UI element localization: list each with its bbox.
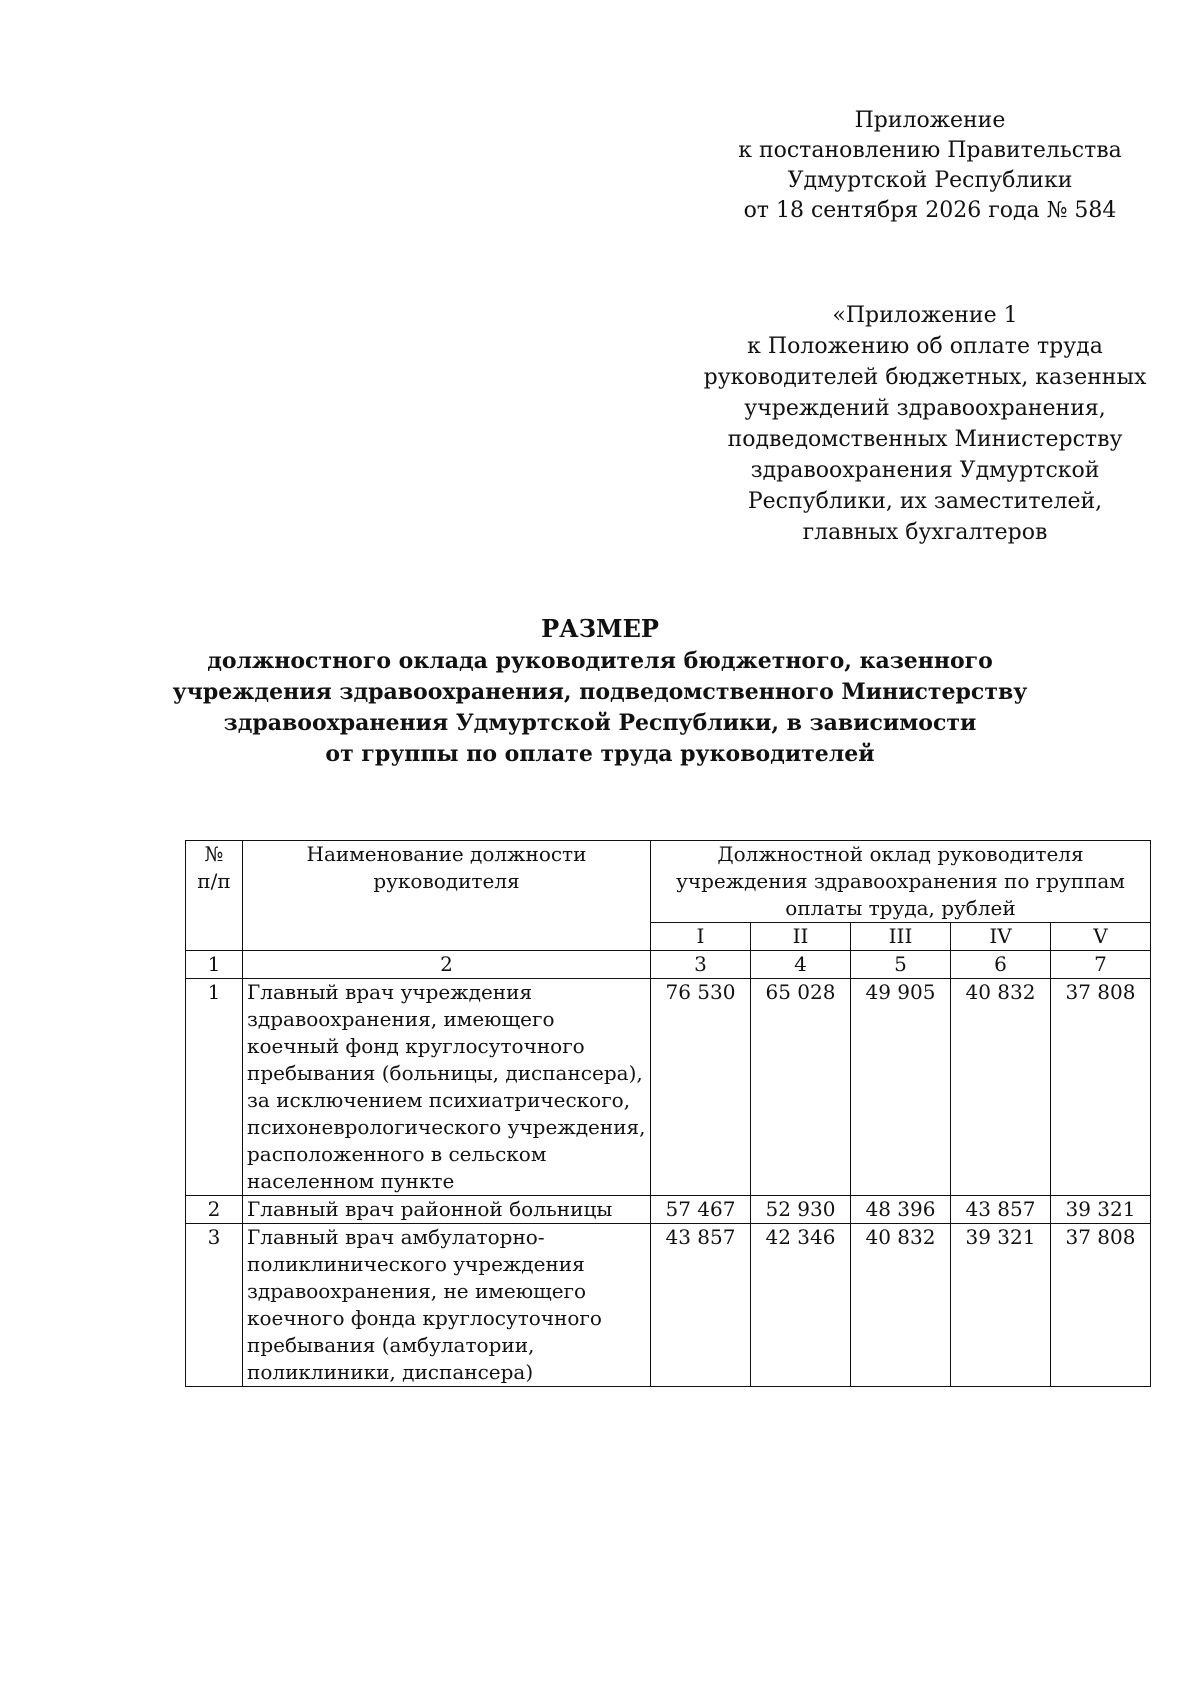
salary-value: 57 467 <box>651 1196 751 1224</box>
column-number: 5 <box>851 951 951 979</box>
header-group-5: V <box>1051 923 1151 951</box>
position-name: Главный врач учреждения здравоохранения, имеющего коечный фонд круглосуточного пребывания (больницы, диспансера), за исключением психиатрического, психоневрологического учреждения, расположенного в сельском населенном пункте <box>243 979 651 1196</box>
title-line: здравоохранения Удмуртской Республики, в зависимости <box>223 710 977 736</box>
salary-value: 37 808 <box>1051 1224 1151 1387</box>
salary-value: 49 905 <box>851 979 951 1196</box>
annex-sub-line: к Положению об оплате труда <box>747 334 1103 359</box>
column-number-row <box>186 951 1151 979</box>
column-number: 1 <box>186 951 243 979</box>
title-heading: РАЗМЕР <box>541 614 659 643</box>
salary-value: 76 530 <box>651 979 751 1196</box>
salary-value: 48 396 <box>851 1196 951 1224</box>
header-group-4: IV <box>951 923 1051 951</box>
header-salary-groups: Должностной оклад руководителя учреждения здравоохранения по группам оплаты труда, рублей <box>651 841 1151 923</box>
title-line: должностного оклада руководителя бюджетного, казенного <box>207 648 993 674</box>
annex-sub-line: Республики, их заместителей, <box>747 489 1103 514</box>
annex-main-block <box>700 106 1160 226</box>
header-group-1: I <box>651 923 751 951</box>
annex-sub-line: учреждений здравоохранения, <box>744 396 1106 421</box>
annex-sub-block <box>690 300 1160 548</box>
column-number: 2 <box>243 951 651 979</box>
annex-main-line: от 18 сентября 2026 года № 584 <box>743 198 1117 223</box>
salary-value: 37 808 <box>1051 979 1151 1196</box>
row-number: 1 <box>186 979 243 1196</box>
salary-value: 43 857 <box>651 1224 751 1387</box>
header-position-name: Наименование должности руководителя <box>243 841 651 951</box>
salary-value: 52 930 <box>751 1196 851 1224</box>
position-name: Главный врач амбулаторно-поликлинического учреждения здравоохранения, не имеющего коечного фонда круглосуточного пребывания (амбулатории, поликлиники, диспансера) <box>243 1224 651 1387</box>
annex-sub-line: «Приложение 1 <box>832 303 1018 328</box>
table-header-row <box>186 841 1151 923</box>
salary-value: 39 321 <box>1051 1196 1151 1224</box>
annex-sub-line: подведомственных Министерству <box>727 427 1123 452</box>
salary-value: 43 857 <box>951 1196 1051 1224</box>
annex-main-line: к постановлению Правительства <box>738 138 1122 163</box>
annex-sub-line: главных бухгалтеров <box>802 520 1048 545</box>
row-number: 3 <box>186 1224 243 1387</box>
document-title <box>160 612 1040 770</box>
title-line: учреждения здравоохранения, подведомственного Министерству <box>172 679 1028 705</box>
column-number: 4 <box>751 951 851 979</box>
salary-value: 40 832 <box>851 1224 951 1387</box>
annex-sub-line: руководителей бюджетных, казенных <box>703 365 1147 390</box>
column-number: 6 <box>951 951 1051 979</box>
salary-table <box>185 840 1151 1387</box>
annex-main-line: Удмуртской Республики <box>787 168 1073 193</box>
title-line: от группы по оплате труда руководителей <box>325 741 875 767</box>
salary-value: 42 346 <box>751 1224 851 1387</box>
annex-main-line: Приложение <box>854 108 1006 133</box>
salary-value: 65 028 <box>751 979 851 1196</box>
table-row <box>186 1196 1151 1224</box>
column-number: 7 <box>1051 951 1151 979</box>
salary-value: 39 321 <box>951 1224 1051 1387</box>
annex-sub-line: здравоохранения Удмуртской <box>750 458 1100 483</box>
header-number: № п/п <box>186 841 243 951</box>
table-row <box>186 979 1151 1196</box>
table-row <box>186 1224 1151 1387</box>
position-name: Главный врач районной больницы <box>243 1196 651 1224</box>
header-group-3: III <box>851 923 951 951</box>
column-number: 3 <box>651 951 751 979</box>
row-number: 2 <box>186 1196 243 1224</box>
header-group-2: II <box>751 923 851 951</box>
salary-value: 40 832 <box>951 979 1051 1196</box>
